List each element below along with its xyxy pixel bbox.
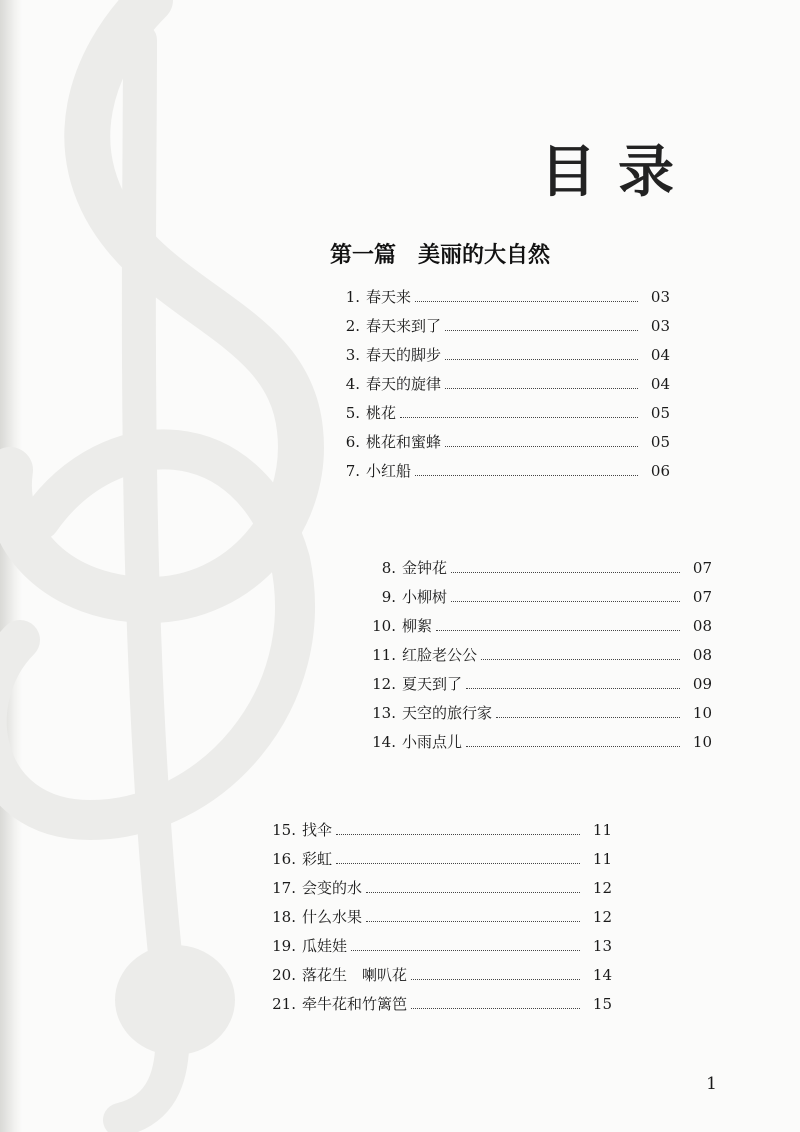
dot-leader (445, 446, 638, 447)
toc-entry[interactable] (330, 402, 670, 431)
entry-page: 11 (592, 821, 612, 839)
dot-leader (436, 630, 680, 631)
toc-entry[interactable] (330, 286, 670, 315)
entry-page: 12 (592, 908, 612, 926)
entry-title: 彩虹 (302, 850, 333, 868)
entry-title: 找伞 (302, 821, 333, 839)
entry-title: 春天的旋律 (366, 375, 442, 393)
entry-number: 18. (272, 908, 296, 926)
toc-entry[interactable] (266, 819, 612, 848)
entry-title: 落花生 喇叭花 (302, 966, 408, 984)
dot-leader (481, 659, 680, 660)
entry-title: 小雨点儿 (402, 733, 463, 751)
entry-page: 07 (692, 559, 712, 577)
toc-entry[interactable] (330, 460, 670, 489)
dot-leader (400, 417, 638, 418)
entry-number: 5. (345, 404, 360, 422)
entry-number: 2. (345, 317, 360, 335)
entry-number: 12. (372, 675, 396, 693)
entry-page: 11 (592, 850, 612, 868)
entry-page: 14 (592, 966, 612, 984)
entry-number: 10. (372, 617, 396, 635)
dot-leader (366, 892, 580, 893)
toc-entry[interactable] (366, 644, 712, 673)
dot-leader (445, 388, 638, 389)
entry-title: 春天来 (366, 288, 412, 306)
toc-group-3 (266, 819, 612, 1022)
entry-title: 桃花 (366, 404, 397, 422)
entry-number: 14. (372, 733, 396, 751)
dot-leader (411, 1008, 580, 1009)
toc-entry[interactable] (266, 964, 612, 993)
entry-title: 会变的水 (302, 879, 363, 897)
entry-page: 05 (650, 404, 670, 422)
dot-leader (351, 950, 580, 951)
entry-page: 03 (650, 317, 670, 335)
entry-number: 16. (272, 850, 296, 868)
entry-number: 20. (272, 966, 296, 984)
dot-leader (336, 834, 580, 835)
entry-page: 05 (650, 433, 670, 451)
entry-page: 04 (650, 375, 670, 393)
dot-leader (415, 475, 638, 476)
dot-leader (445, 330, 638, 331)
section-title: 美丽的大自然 (418, 242, 551, 268)
dot-leader (366, 921, 580, 922)
entry-title: 天空的旅行家 (402, 704, 493, 722)
toc-entry[interactable] (266, 935, 612, 964)
entry-page: 09 (692, 675, 712, 693)
toc-group-1 (330, 286, 670, 489)
toc-entry[interactable] (366, 702, 712, 731)
entry-page: 04 (650, 346, 670, 364)
dot-leader (496, 717, 680, 718)
entry-title: 红脸老公公 (402, 646, 478, 664)
entry-number: 9. (381, 588, 396, 606)
toc-entry[interactable] (266, 993, 612, 1022)
dot-leader (466, 688, 680, 689)
entry-page: 10 (692, 704, 712, 722)
entry-title: 桃花和蜜蜂 (366, 433, 442, 451)
section-prefix: 第一篇 (330, 242, 397, 268)
entry-title: 春天的脚步 (366, 346, 442, 364)
toc-entry[interactable] (330, 373, 670, 402)
dot-leader (411, 979, 580, 980)
entry-number: 13. (372, 704, 396, 722)
page-binding-shadow (0, 0, 22, 1132)
dot-leader (415, 301, 638, 302)
page-number: 1 (706, 1074, 717, 1094)
dot-leader (451, 572, 680, 573)
entry-page: 08 (692, 617, 712, 635)
toc-entry[interactable] (366, 557, 712, 586)
toc-group-2 (366, 557, 712, 760)
entry-title: 牵牛花和竹篱笆 (302, 995, 408, 1013)
entry-page: 08 (692, 646, 712, 664)
entry-page: 07 (692, 588, 712, 606)
entry-title: 瓜娃娃 (302, 937, 348, 955)
entry-number: 11. (372, 646, 396, 664)
toc-entry[interactable] (366, 673, 712, 702)
entry-title: 春天来到了 (366, 317, 442, 335)
entry-number: 8. (381, 559, 396, 577)
entry-number: 7. (345, 462, 360, 480)
toc-entry[interactable] (266, 848, 612, 877)
toc-entry[interactable] (366, 731, 712, 760)
entry-title: 小红船 (366, 462, 412, 480)
entry-title: 柳絮 (402, 617, 433, 635)
entry-number: 21. (272, 995, 296, 1013)
toc-entry[interactable] (266, 877, 612, 906)
toc-entry[interactable] (330, 344, 670, 373)
entry-page: 06 (650, 462, 670, 480)
entry-page: 03 (650, 288, 670, 306)
dot-leader (451, 601, 680, 602)
dot-leader (466, 746, 680, 747)
section-heading (330, 238, 690, 269)
toc-entry[interactable] (366, 615, 712, 644)
toc-entry[interactable] (330, 431, 670, 460)
entry-number: 3. (345, 346, 360, 364)
entry-title: 金钟花 (402, 559, 448, 577)
dot-leader (445, 359, 638, 360)
toc-entry[interactable] (330, 315, 670, 344)
entry-number: 19. (272, 937, 296, 955)
entry-page: 10 (692, 733, 712, 751)
entry-page: 13 (592, 937, 612, 955)
entry-page: 15 (592, 995, 612, 1013)
page-title: 目录 (540, 140, 696, 205)
toc-entry[interactable] (266, 906, 612, 935)
entry-title: 夏天到了 (402, 675, 463, 693)
entry-number: 6. (345, 433, 360, 451)
entry-title: 小柳树 (402, 588, 448, 606)
entry-number: 17. (272, 879, 296, 897)
entry-number: 15. (272, 821, 296, 839)
toc-entry[interactable] (366, 586, 712, 615)
dot-leader (336, 863, 580, 864)
entry-number: 4. (345, 375, 360, 393)
entry-page: 12 (592, 879, 612, 897)
entry-number: 1. (345, 288, 360, 306)
entry-title: 什么水果 (302, 908, 363, 926)
